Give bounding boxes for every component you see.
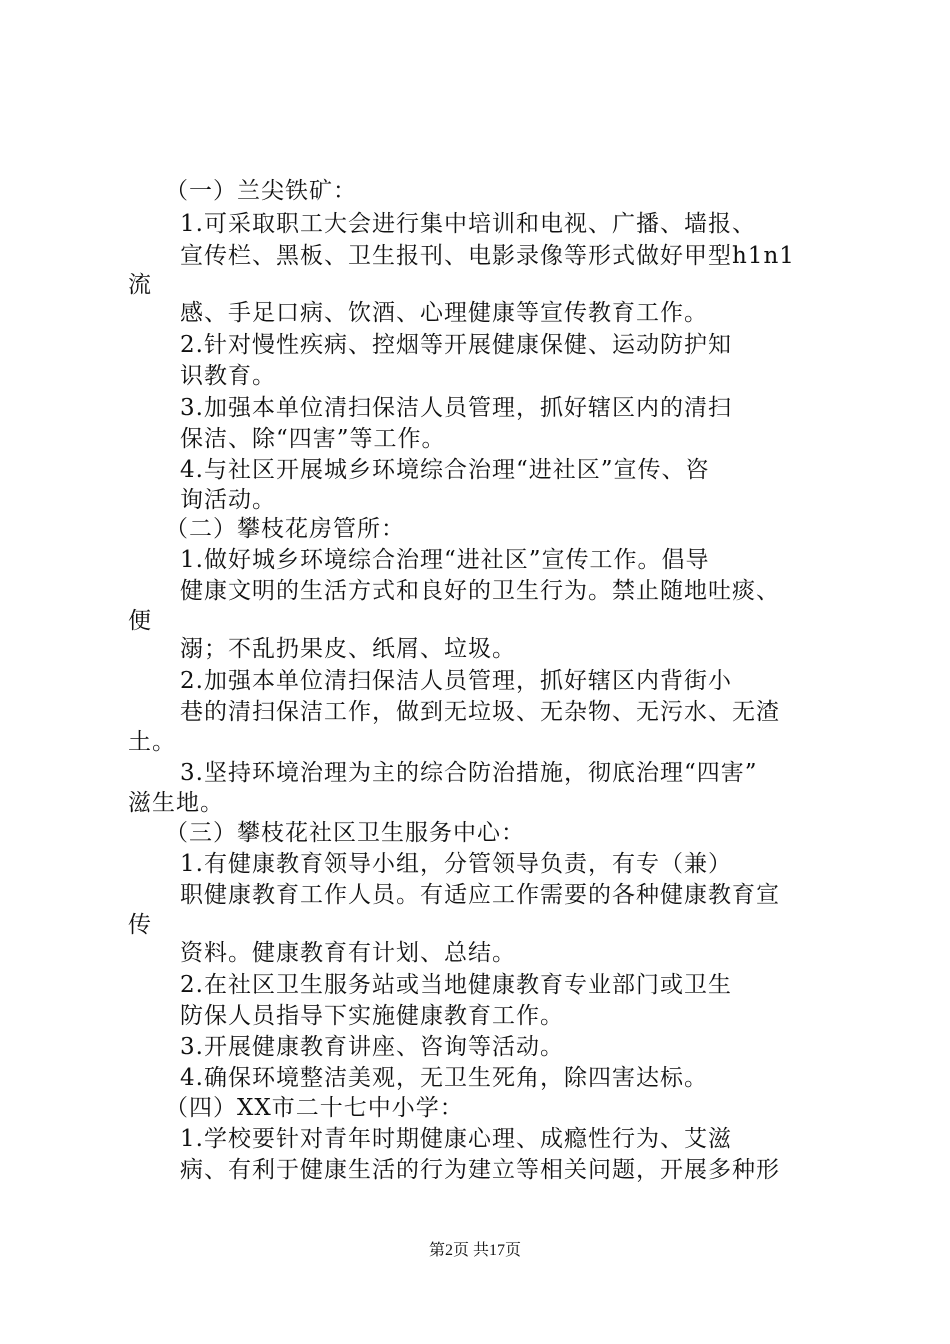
text-line: 防保人员指导下实施健康教育工作。 <box>180 1003 564 1029</box>
text-line: 1.做好城乡环境综合治理“进社区”宣传工作。倡导 <box>180 547 710 573</box>
text-line: 询活动。 <box>180 487 276 513</box>
text-line: 2.加强本单位清扫保洁人员管理，抓好辖区内背街小 <box>180 668 732 694</box>
text-line: 传 <box>128 912 152 938</box>
text-line: 滋生地。 <box>128 790 224 816</box>
text-line: 土。 <box>128 729 176 755</box>
text-line: （一）兰尖铁矿： <box>165 178 357 204</box>
text-line: （二）攀枝花房管所： <box>165 516 405 542</box>
text-line: 健康文明的生活方式和良好的卫生行为。禁止随地吐痰、 <box>180 578 780 604</box>
page-footer: 第2页 共17页 <box>428 1242 521 1259</box>
text-line: 1.学校要针对青年时期健康心理、成瘾性行为、艾滋 <box>180 1126 732 1152</box>
text-line: 便 <box>128 608 152 634</box>
text-line: （三）攀枝花社区卫生服务中心： <box>165 820 525 846</box>
text-line: 2.在社区卫生服务站或当地健康教育专业部门或卫生 <box>180 972 732 998</box>
text-line: 流 <box>128 272 152 298</box>
text-line: 宣传栏、黑板、卫生报刊、电影录像等形式做好甲型h1n1 <box>180 243 795 269</box>
text-line: 4.与社区开展城乡环境综合治理“进社区”宣传、咨 <box>180 457 710 483</box>
text-line: 溺；不乱扔果皮、纸屑、垃圾。 <box>180 636 516 662</box>
text-line: 1.有健康教育领导小组，分管领导负责，有专（兼） <box>180 851 732 877</box>
text-line: （四）XX市二十七中小学： <box>165 1095 464 1121</box>
text-line: 保洁、除“四害”等工作。 <box>180 426 446 452</box>
text-line: 4.确保环境整洁美观，无卫生死角，除四害达标。 <box>180 1065 708 1091</box>
text-line: 病、有利于健康生活的行为建立等相关问题，开展多种形 <box>180 1157 780 1183</box>
text-line: 2.针对慢性疾病、控烟等开展健康保健、运动防护知 <box>180 332 732 358</box>
text-line: 巷的清扫保洁工作，做到无垃圾、无杂物、无污水、无渣 <box>180 699 780 725</box>
text-line: 感、手足口病、饮酒、心理健康等宣传教育工作。 <box>180 300 708 326</box>
text-line: 3.开展健康教育讲座、咨询等活动。 <box>180 1034 564 1060</box>
text-line: 职健康教育工作人员。有适应工作需要的各种健康教育宣 <box>180 882 780 908</box>
text-line: 3.坚持环境治理为主的综合防治措施，彻底治理“四害” <box>180 760 758 786</box>
text-line: 识教育。 <box>180 363 276 389</box>
text-line: 3.加强本单位清扫保洁人员管理，抓好辖区内的清扫 <box>180 395 732 421</box>
text-line: 资料。健康教育有计划、总结。 <box>180 940 516 966</box>
text-line: 1.可采取职工大会进行集中培训和电视、广播、墙报、 <box>180 211 756 237</box>
